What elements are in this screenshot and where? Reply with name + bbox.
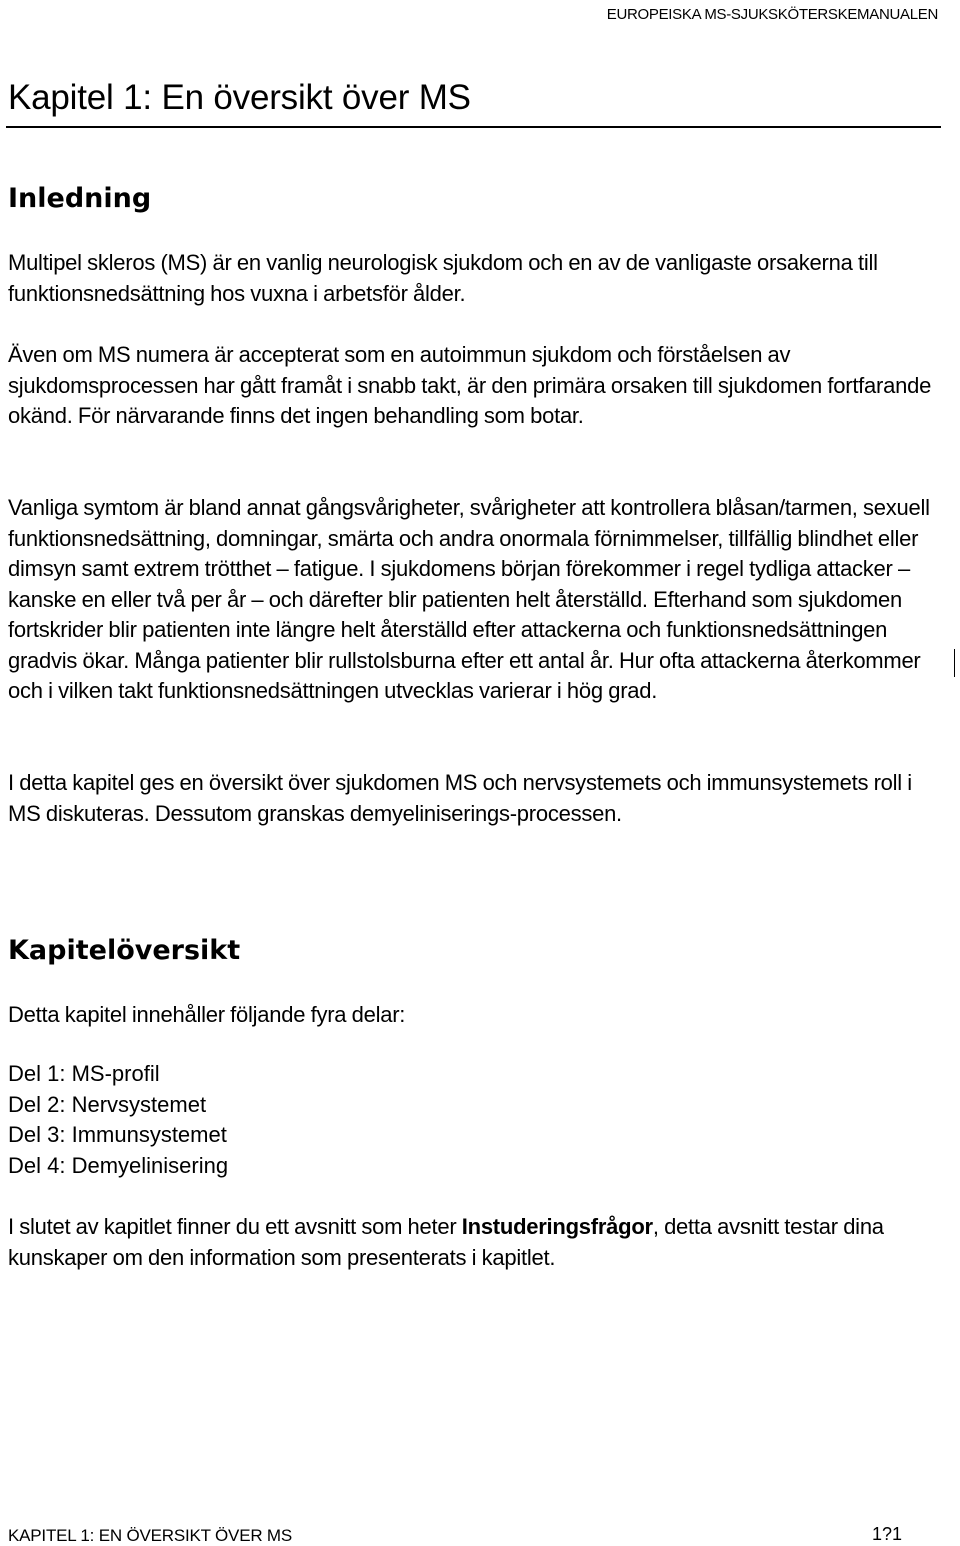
title-divider: [6, 126, 941, 128]
paragraph-parts-intro: Detta kapitel innehåller följande fyra delar:: [8, 1002, 406, 1027]
study-questions-text-after: , detta avsnitt testar dina kunskaper om den information som presenterats i kapitlet.: [8, 1214, 884, 1270]
paragraph-autoimmune: Även om MS numera är accepterat som en autoimmun sjukdom och förståelsen av sjukdomsprocessen har gått framåt i snabb takt, är den primära orsaken till sjukdomen fortfarande okänd. För närvarande finns det ingen behandling som botar.: [8, 342, 932, 428]
paragraph-study-questions: [8, 1212, 938, 1273]
study-questions-text-before: I slutet av kapitlet finner du ett avsnitt som heter: [8, 1214, 462, 1239]
list-item: Del 1: MS-profil: [8, 1061, 160, 1086]
section-heading-inledning: Inledning: [8, 183, 152, 214]
paragraph-symptoms: Vanliga symtom är bland annat gångsvårigheter, svårigheter att kontrollera blåsan/tarmen, sexuell funktionsnedsättning, domningar, smärta och andra onormala förnimmelser, tillfällig blindhet eller dimsyn samt extrem trötthet – fatigue. I sjukdomens början förekommer i regel tydliga attacker – kanske en eller två per år – och därefter blir patienten helt återställd. Efterhand som sjukdomen fortskrider blir patienten inte längre helt återställd efter attackerna och funktionsnedsättningen gradvis ökar. Många patienter blir rullstolsburna efter ett antal år. Hur ofta attackerna återkommer och i vilken takt funktionsnedsättningen utvecklas varierar i hög grad.: [8, 495, 930, 703]
list-item: Del 3: Immunsystemet: [8, 1122, 227, 1147]
list-item: Del 4: Demyelinisering: [8, 1152, 229, 1178]
paragraph-chapter-scope: I detta kapitel ges en översikt över sjukdomen MS och nervsystemets och immunsystemets roll i MS diskuteras. Dessutom granskas demyeliniserings-processen.: [8, 770, 912, 826]
paragraph-intro: Multipel skleros (MS) är en vanlig neurologisk sjukdom och en av de vanligaste orsakerna till funktionsnedsättning hos vuxna i arbetsför ålder.: [8, 250, 878, 306]
parts-list: [8, 1059, 228, 1181]
running-header: EUROPEISKA MS-SJUKSKÖTERSKEMANUALEN: [606, 6, 938, 23]
section-heading-kapiteloversikt: Kapitelöversikt: [8, 935, 241, 966]
chapter-title: Kapitel 1: En översikt över MS: [8, 78, 471, 117]
change-bar: [954, 649, 955, 677]
study-questions-term: Instuderingsfrågor: [461, 1214, 653, 1239]
list-item: Del 2: Nervsystemet: [8, 1091, 207, 1117]
footer-chapter-label: KAPITEL 1: EN ÖVERSIKT ÖVER MS: [8, 1526, 293, 1545]
page-number: 1?1: [871, 1524, 902, 1544]
